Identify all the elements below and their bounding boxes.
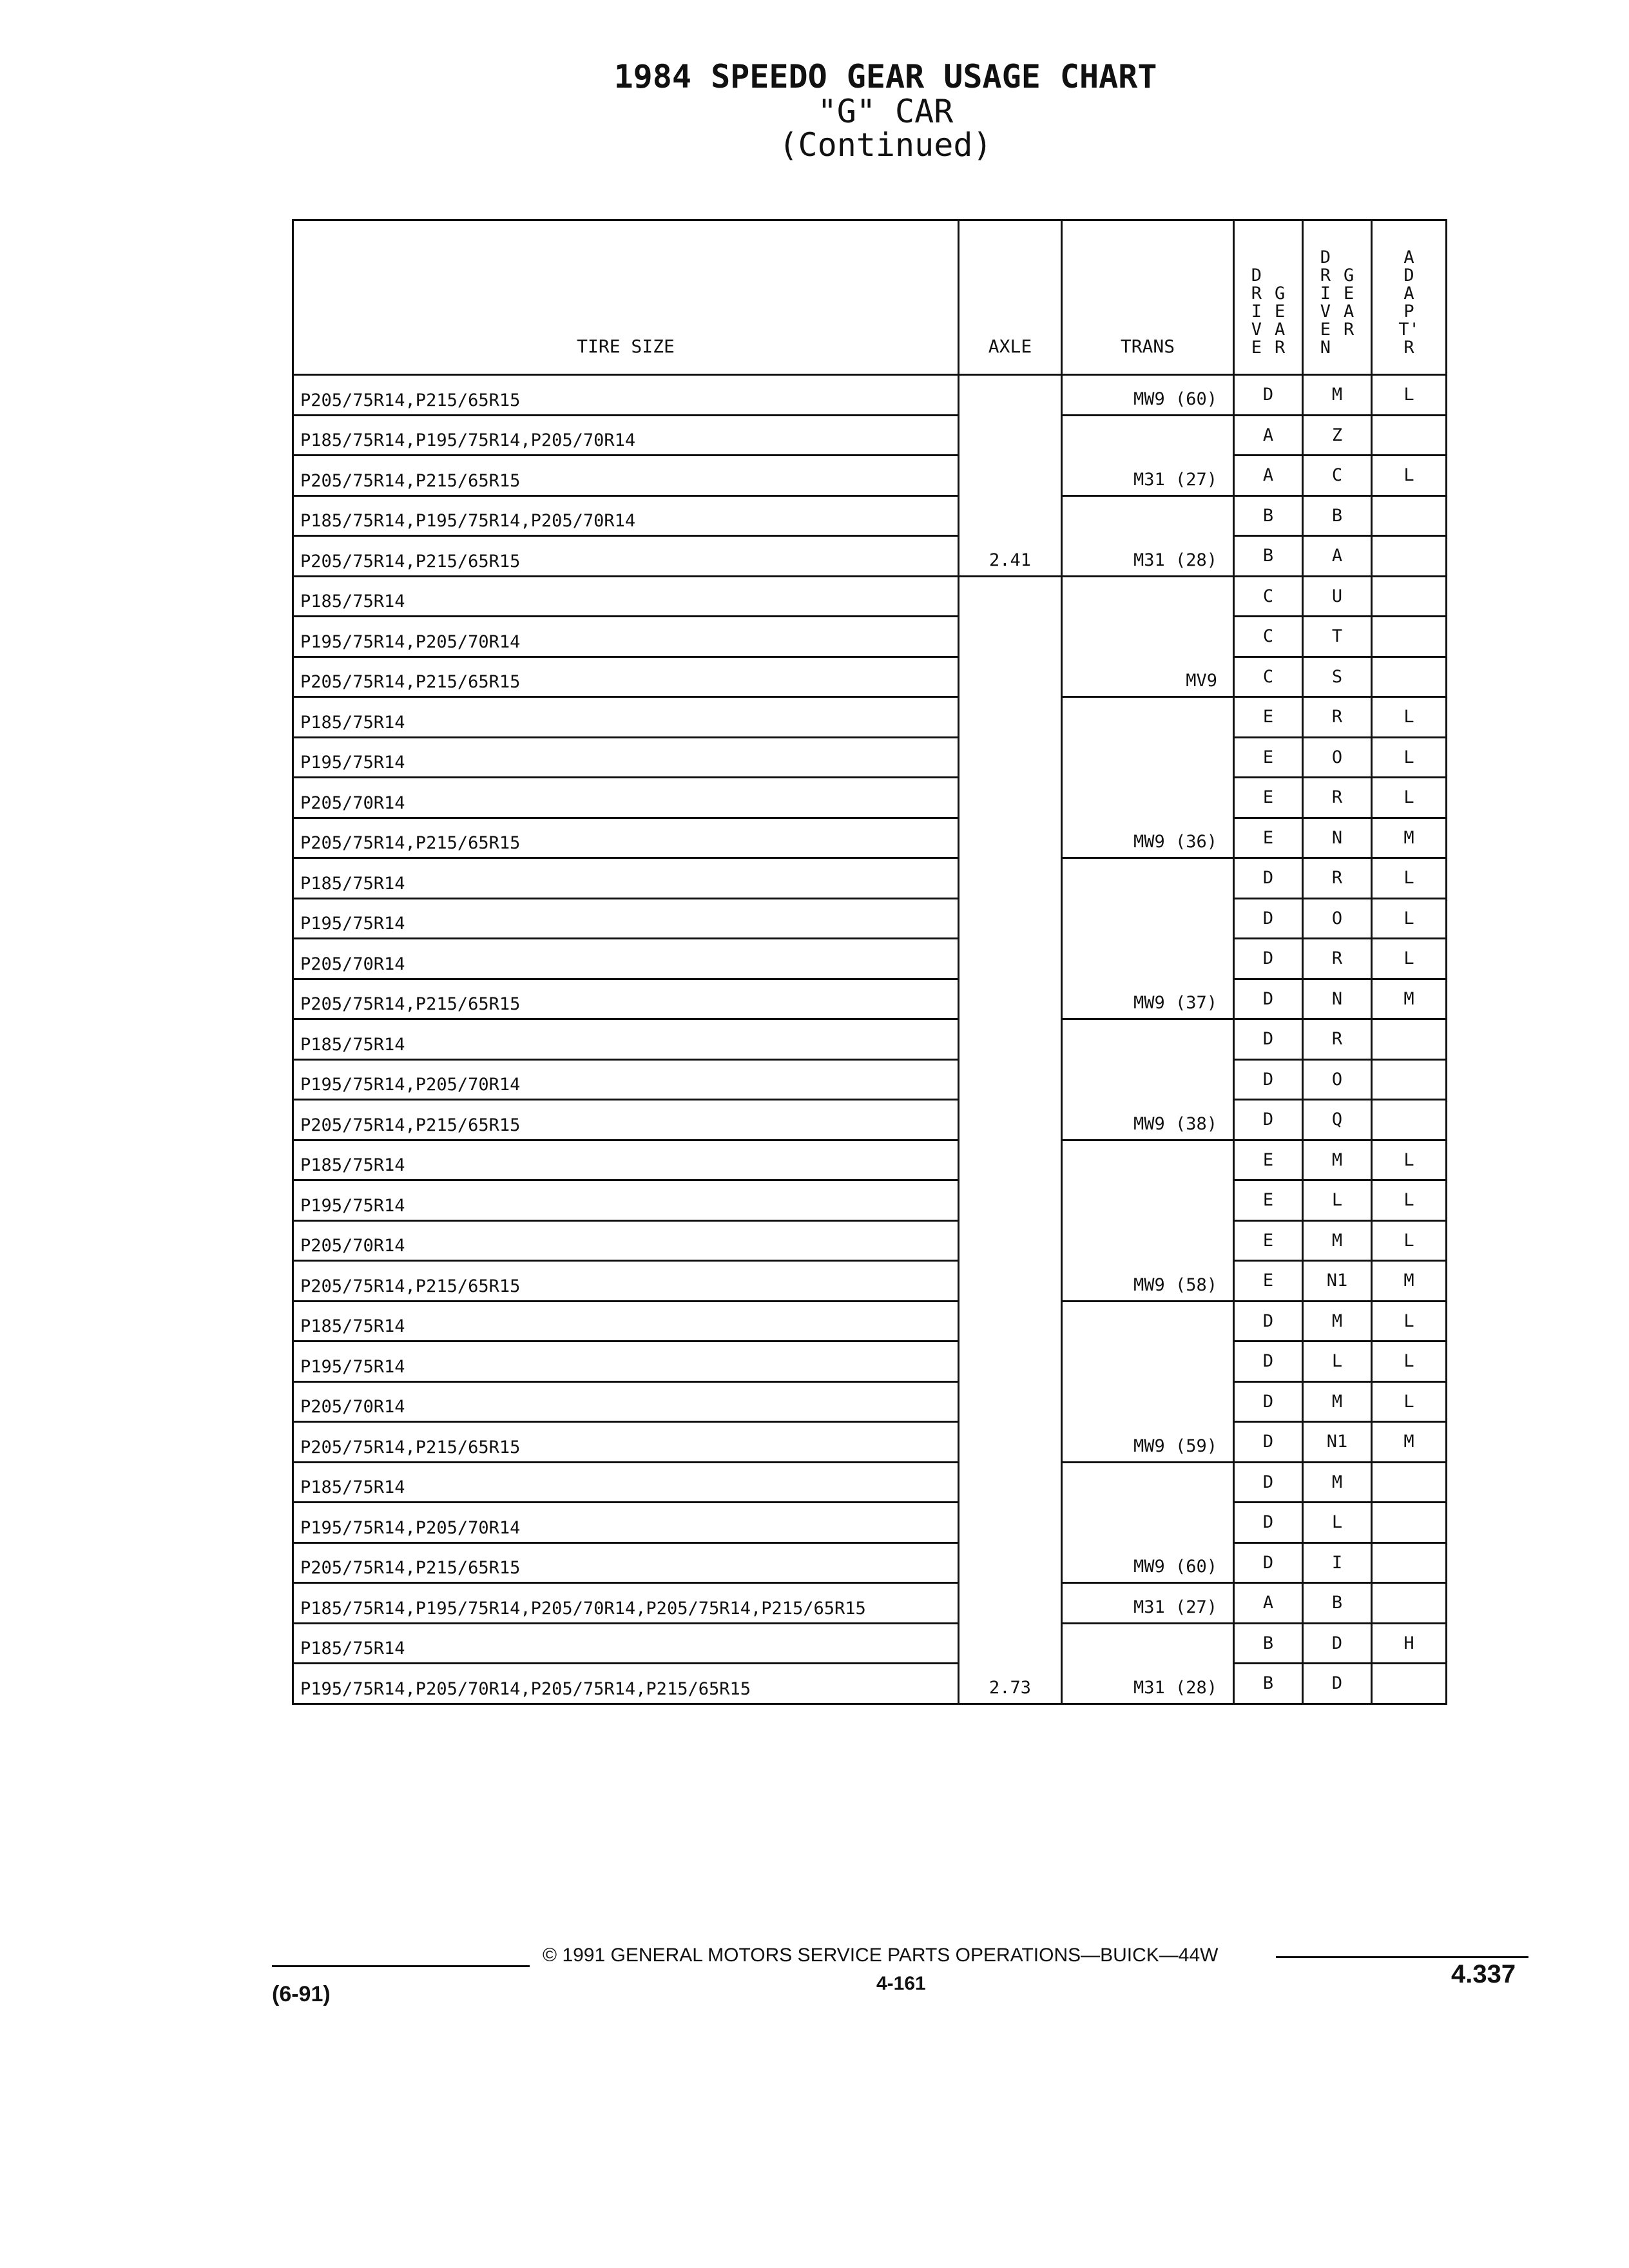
driven-gear-cell: I bbox=[1303, 1542, 1372, 1583]
drive-gear-cell: B bbox=[1234, 536, 1303, 577]
trans-cell bbox=[1062, 1623, 1234, 1664]
drive-gear-cell: D bbox=[1234, 1542, 1303, 1583]
header-row bbox=[293, 220, 1447, 375]
adapter-cell: L bbox=[1372, 375, 1447, 416]
drive-gear-cell: B bbox=[1234, 495, 1303, 536]
tire-size-cell: P195/75R14 bbox=[293, 898, 959, 939]
axle-cell bbox=[959, 576, 1062, 617]
header-drive-gear bbox=[1234, 220, 1303, 375]
driven-gear-cell: T bbox=[1303, 617, 1372, 657]
adapter-cell: L bbox=[1372, 456, 1447, 496]
axle-cell bbox=[959, 1422, 1062, 1463]
table-row bbox=[293, 1180, 1447, 1221]
drive-gear-cell: D bbox=[1234, 1059, 1303, 1100]
trans-cell bbox=[1062, 1220, 1234, 1261]
header-driven-gear bbox=[1303, 220, 1372, 375]
adapter-cell bbox=[1372, 495, 1447, 536]
axle-cell bbox=[959, 657, 1062, 697]
chart-subtitle: "G" CAR bbox=[817, 93, 954, 130]
drive-gear-cell: C bbox=[1234, 617, 1303, 657]
axle-cell bbox=[959, 818, 1062, 858]
axle-cell bbox=[959, 1381, 1062, 1422]
tire-size-cell: P185/75R14 bbox=[293, 1019, 959, 1060]
trans-cell bbox=[1062, 495, 1234, 536]
drive-gear-cell: E bbox=[1234, 1140, 1303, 1180]
tire-size-cell: P195/75R14,P205/70R14,P205/75R14,P215/65R15 bbox=[293, 1664, 959, 1704]
adapter-cell bbox=[1372, 576, 1447, 617]
axle-cell bbox=[959, 456, 1062, 496]
adapter-cell: L bbox=[1372, 939, 1447, 979]
axle-cell bbox=[959, 1261, 1062, 1302]
axle-cell bbox=[959, 415, 1062, 456]
driven-gear-cell: M bbox=[1303, 1140, 1372, 1180]
header-axle: AXLE bbox=[959, 220, 1062, 375]
axle-cell bbox=[959, 1100, 1062, 1140]
trans-cell bbox=[1062, 1301, 1234, 1341]
drive-gear-cell: D bbox=[1234, 898, 1303, 939]
trans-cell: M31 (27) bbox=[1062, 456, 1234, 496]
chart-continued-label: (Continued) bbox=[778, 126, 992, 164]
drive-gear-cell: B bbox=[1234, 1664, 1303, 1704]
table-row bbox=[293, 1220, 1447, 1261]
driven-gear-cell: B bbox=[1303, 1583, 1372, 1624]
driven-gear-cell: C bbox=[1303, 456, 1372, 496]
table-row bbox=[293, 898, 1447, 939]
drive-gear-cell: C bbox=[1234, 576, 1303, 617]
drive-gear-cell: D bbox=[1234, 1462, 1303, 1503]
drive-gear-cell: E bbox=[1234, 1261, 1303, 1302]
trans-cell bbox=[1062, 1180, 1234, 1221]
section-number: 4.337 bbox=[1451, 1960, 1516, 1988]
trans-cell bbox=[1062, 1140, 1234, 1180]
trans-cell bbox=[1062, 1019, 1234, 1060]
driven-gear-cell: R bbox=[1303, 1019, 1372, 1060]
tire-size-cell: P205/75R14,P215/65R15 bbox=[293, 1261, 959, 1302]
tire-size-cell: P185/75R14,P195/75R14,P205/70R14,P205/75R14,P215/65R15 bbox=[293, 1583, 959, 1624]
tire-size-cell: P195/75R14,P205/70R14 bbox=[293, 617, 959, 657]
adapter-cell bbox=[1372, 1462, 1447, 1503]
adapter-cell: L bbox=[1372, 778, 1447, 818]
adapter-cell: L bbox=[1372, 1341, 1447, 1382]
axle-cell bbox=[959, 778, 1062, 818]
trans-cell: M31 (28) bbox=[1062, 536, 1234, 577]
adapter-cell: L bbox=[1372, 1301, 1447, 1341]
header-letter-column: D R I V E N bbox=[1320, 247, 1331, 358]
tire-size-cell: P205/75R14,P215/65R15 bbox=[293, 1542, 959, 1583]
driven-gear-cell: Q bbox=[1303, 1100, 1372, 1140]
drive-gear-cell: A bbox=[1234, 415, 1303, 456]
table-row bbox=[293, 737, 1447, 778]
driven-gear-cell: O bbox=[1303, 737, 1372, 778]
trans-cell: MW9 (38) bbox=[1062, 1100, 1234, 1140]
trans-cell bbox=[1062, 1503, 1234, 1543]
drive-gear-cell: E bbox=[1234, 1180, 1303, 1221]
tire-size-cell: P205/75R14,P215/65R15 bbox=[293, 375, 959, 416]
adapter-cell bbox=[1372, 1542, 1447, 1583]
adapter-cell bbox=[1372, 1503, 1447, 1543]
drive-gear-cell: D bbox=[1234, 1422, 1303, 1463]
adapter-cell: M bbox=[1372, 979, 1447, 1019]
tire-size-cell: P205/75R14,P215/65R15 bbox=[293, 818, 959, 858]
driven-gear-cell: M bbox=[1303, 1301, 1372, 1341]
adapter-cell bbox=[1372, 536, 1447, 577]
trans-cell bbox=[1062, 898, 1234, 939]
driven-gear-cell: L bbox=[1303, 1180, 1372, 1221]
tire-size-cell: P195/75R14 bbox=[293, 1180, 959, 1221]
tire-size-cell: P195/75R14 bbox=[293, 1341, 959, 1382]
axle-cell bbox=[959, 617, 1062, 657]
table-row bbox=[293, 1583, 1447, 1624]
table-row bbox=[293, 1462, 1447, 1503]
header-letter-column: D R I V E bbox=[1251, 265, 1262, 358]
adapter-cell: H bbox=[1372, 1623, 1447, 1664]
driven-gear-cell: O bbox=[1303, 898, 1372, 939]
trans-cell bbox=[1062, 1462, 1234, 1503]
tire-size-cell: P205/70R14 bbox=[293, 778, 959, 818]
tire-size-cell: P185/75R14 bbox=[293, 1623, 959, 1664]
tire-size-cell: P185/75R14,P195/75R14,P205/70R14 bbox=[293, 495, 959, 536]
table-row bbox=[293, 818, 1447, 858]
table-row bbox=[293, 415, 1447, 456]
table-row bbox=[293, 1542, 1447, 1583]
chart-title: 1984 SPEEDO GEAR USAGE CHART bbox=[613, 58, 1157, 95]
table-row bbox=[293, 1261, 1447, 1302]
axle-cell bbox=[959, 898, 1062, 939]
drive-gear-cell: D bbox=[1234, 1381, 1303, 1422]
trans-cell: MW9 (60) bbox=[1062, 375, 1234, 416]
adapter-cell: L bbox=[1372, 1381, 1447, 1422]
trans-cell: M31 (27) bbox=[1062, 1583, 1234, 1624]
axle-cell bbox=[959, 1180, 1062, 1221]
axle-cell bbox=[959, 1220, 1062, 1261]
drive-gear-cell: E bbox=[1234, 818, 1303, 858]
drive-gear-cell: A bbox=[1234, 456, 1303, 496]
trans-cell: MV9 bbox=[1062, 657, 1234, 697]
driven-gear-cell: R bbox=[1303, 697, 1372, 738]
drive-gear-cell: D bbox=[1234, 1341, 1303, 1382]
axle-cell bbox=[959, 1583, 1062, 1624]
tire-size-cell: P205/75R14,P215/65R15 bbox=[293, 456, 959, 496]
driven-gear-cell: R bbox=[1303, 778, 1372, 818]
drive-gear-cell: D bbox=[1234, 1100, 1303, 1140]
tire-size-cell: P205/75R14,P215/65R15 bbox=[293, 657, 959, 697]
drive-gear-cell: E bbox=[1234, 778, 1303, 818]
driven-gear-cell: D bbox=[1303, 1623, 1372, 1664]
driven-gear-cell: N bbox=[1303, 818, 1372, 858]
axle-cell bbox=[959, 979, 1062, 1019]
trans-cell: MW9 (60) bbox=[1062, 1542, 1234, 1583]
drive-gear-cell: D bbox=[1234, 979, 1303, 1019]
drive-gear-cell: C bbox=[1234, 657, 1303, 697]
trans-cell bbox=[1062, 617, 1234, 657]
trans-cell bbox=[1062, 737, 1234, 778]
tire-size-cell: P185/75R14 bbox=[293, 697, 959, 738]
page-number: 4-161 bbox=[876, 1973, 926, 1994]
tire-size-cell: P185/75R14 bbox=[293, 1140, 959, 1180]
table-row bbox=[293, 939, 1447, 979]
tire-size-cell: P205/75R14,P215/65R15 bbox=[293, 979, 959, 1019]
driven-gear-cell: Z bbox=[1303, 415, 1372, 456]
tire-size-cell: P205/70R14 bbox=[293, 1381, 959, 1422]
table-row bbox=[293, 1503, 1447, 1543]
drive-gear-cell: D bbox=[1234, 1301, 1303, 1341]
drive-gear-cell: B bbox=[1234, 1623, 1303, 1664]
axle-cell bbox=[959, 1140, 1062, 1180]
adapter-cell bbox=[1372, 415, 1447, 456]
trans-cell bbox=[1062, 939, 1234, 979]
axle-cell bbox=[959, 1059, 1062, 1100]
table-row bbox=[293, 858, 1447, 899]
driven-gear-cell: N1 bbox=[1303, 1422, 1372, 1463]
trans-cell bbox=[1062, 1059, 1234, 1100]
driven-gear-cell: N1 bbox=[1303, 1261, 1372, 1302]
adapter-cell: L bbox=[1372, 1180, 1447, 1221]
adapter-cell bbox=[1372, 1664, 1447, 1704]
trans-cell bbox=[1062, 576, 1234, 617]
table-row bbox=[293, 375, 1447, 416]
driven-gear-cell: U bbox=[1303, 576, 1372, 617]
trans-cell bbox=[1062, 415, 1234, 456]
axle-cell bbox=[959, 1623, 1062, 1664]
driven-gear-cell: N bbox=[1303, 979, 1372, 1019]
adapter-cell: L bbox=[1372, 858, 1447, 899]
table-row bbox=[293, 979, 1447, 1019]
drive-gear-cell: D bbox=[1234, 939, 1303, 979]
drive-gear-cell: D bbox=[1234, 858, 1303, 899]
trans-cell bbox=[1062, 1341, 1234, 1382]
drive-gear-cell: E bbox=[1234, 737, 1303, 778]
driven-gear-cell: O bbox=[1303, 1059, 1372, 1100]
axle-cell bbox=[959, 697, 1062, 738]
header-adapter bbox=[1372, 220, 1447, 375]
adapter-cell: M bbox=[1372, 818, 1447, 858]
driven-gear-cell: M bbox=[1303, 1462, 1372, 1503]
tire-size-cell: P185/75R14,P195/75R14,P205/70R14 bbox=[293, 415, 959, 456]
table-row bbox=[293, 1341, 1447, 1382]
tire-size-cell: P185/75R14 bbox=[293, 1301, 959, 1341]
table-row bbox=[293, 1019, 1447, 1060]
adapter-cell: M bbox=[1372, 1422, 1447, 1463]
table-row bbox=[293, 1100, 1447, 1140]
header-trans: TRANS bbox=[1062, 220, 1234, 375]
footer-rule-right bbox=[1276, 1956, 1528, 1958]
axle-cell bbox=[959, 1462, 1062, 1503]
table-row bbox=[293, 778, 1447, 818]
tire-size-cell: P205/70R14 bbox=[293, 1220, 959, 1261]
header-letter-column: A D A P T' R bbox=[1398, 247, 1420, 358]
adapter-cell bbox=[1372, 1100, 1447, 1140]
table-row bbox=[293, 1664, 1447, 1704]
axle-cell: 2.41 bbox=[959, 536, 1062, 577]
trans-cell: MW9 (36) bbox=[1062, 818, 1234, 858]
table-row bbox=[293, 1623, 1447, 1664]
adapter-cell: L bbox=[1372, 697, 1447, 738]
adapter-cell: L bbox=[1372, 1220, 1447, 1261]
axle-cell bbox=[959, 858, 1062, 899]
table-row bbox=[293, 1422, 1447, 1463]
driven-gear-cell: M bbox=[1303, 375, 1372, 416]
trans-cell: MW9 (37) bbox=[1062, 979, 1234, 1019]
tire-size-cell: P185/75R14 bbox=[293, 1462, 959, 1503]
tire-size-cell: P195/75R14,P205/70R14 bbox=[293, 1059, 959, 1100]
trans-cell: MW9 (58) bbox=[1062, 1261, 1234, 1302]
driven-gear-cell: L bbox=[1303, 1503, 1372, 1543]
revision-date: (6-91) bbox=[272, 1982, 331, 2006]
driven-gear-cell: M bbox=[1303, 1381, 1372, 1422]
tire-size-cell: P205/75R14,P215/65R15 bbox=[293, 1100, 959, 1140]
trans-cell: MW9 (59) bbox=[1062, 1422, 1234, 1463]
tire-size-cell: P205/75R14,P215/65R15 bbox=[293, 1422, 959, 1463]
adapter-cell bbox=[1372, 1059, 1447, 1100]
header-letter-column: G E A R bbox=[1344, 265, 1354, 340]
trans-cell bbox=[1062, 697, 1234, 738]
driven-gear-cell: M bbox=[1303, 1220, 1372, 1261]
axle-cell bbox=[959, 1341, 1062, 1382]
tire-size-cell: P195/75R14,P205/70R14 bbox=[293, 1503, 959, 1543]
axle-cell bbox=[959, 1301, 1062, 1341]
driven-gear-cell: S bbox=[1303, 657, 1372, 697]
table-row bbox=[293, 495, 1447, 536]
axle-cell bbox=[959, 495, 1062, 536]
axle-cell bbox=[959, 1019, 1062, 1060]
table-row bbox=[293, 576, 1447, 617]
drive-gear-cell: D bbox=[1234, 1019, 1303, 1060]
trans-cell bbox=[1062, 858, 1234, 899]
table-row bbox=[293, 1381, 1447, 1422]
tire-size-cell: P195/75R14 bbox=[293, 737, 959, 778]
speedo-gear-table bbox=[292, 219, 1447, 1705]
adapter-cell bbox=[1372, 1019, 1447, 1060]
trans-cell bbox=[1062, 778, 1234, 818]
footer-rule-left bbox=[272, 1965, 530, 1967]
drive-gear-cell: D bbox=[1234, 1503, 1303, 1543]
trans-cell bbox=[1062, 1381, 1234, 1422]
trans-cell: M31 (28) bbox=[1062, 1664, 1234, 1704]
driven-gear-cell: A bbox=[1303, 536, 1372, 577]
adapter-cell: M bbox=[1372, 1261, 1447, 1302]
driven-gear-cell: L bbox=[1303, 1341, 1372, 1382]
table-row bbox=[293, 697, 1447, 738]
table-row bbox=[293, 1059, 1447, 1100]
axle-cell bbox=[959, 375, 1062, 416]
adapter-cell: L bbox=[1372, 1140, 1447, 1180]
table-row bbox=[293, 1301, 1447, 1341]
header-letter-column: G E A R bbox=[1275, 284, 1286, 358]
driven-gear-cell: R bbox=[1303, 939, 1372, 979]
axle-cell bbox=[959, 939, 1062, 979]
axle-cell bbox=[959, 1503, 1062, 1543]
header-tire-size: TIRE SIZE bbox=[293, 220, 959, 375]
axle-cell bbox=[959, 1542, 1062, 1583]
tire-size-cell: P185/75R14 bbox=[293, 858, 959, 899]
driven-gear-cell: B bbox=[1303, 495, 1372, 536]
driven-gear-cell: R bbox=[1303, 858, 1372, 899]
table-row bbox=[293, 1140, 1447, 1180]
tire-size-cell: P205/75R14,P215/65R15 bbox=[293, 536, 959, 577]
adapter-cell bbox=[1372, 617, 1447, 657]
driven-gear-cell: D bbox=[1303, 1664, 1372, 1704]
axle-cell: 2.73 bbox=[959, 1664, 1062, 1704]
copyright-notice: © 1991 GENERAL MOTORS SERVICE PARTS OPERATIONS—BUICK—44W bbox=[543, 1945, 1219, 1966]
adapter-cell: L bbox=[1372, 898, 1447, 939]
table-row bbox=[293, 657, 1447, 697]
drive-gear-cell: E bbox=[1234, 1220, 1303, 1261]
drive-gear-cell: E bbox=[1234, 697, 1303, 738]
table-row bbox=[293, 456, 1447, 496]
adapter-cell: L bbox=[1372, 737, 1447, 778]
drive-gear-cell: A bbox=[1234, 1583, 1303, 1624]
axle-cell bbox=[959, 737, 1062, 778]
drive-gear-cell: D bbox=[1234, 375, 1303, 416]
table-row bbox=[293, 536, 1447, 577]
table-row bbox=[293, 617, 1447, 657]
tire-size-cell: P185/75R14 bbox=[293, 576, 959, 617]
tire-size-cell: P205/70R14 bbox=[293, 939, 959, 979]
adapter-cell bbox=[1372, 657, 1447, 697]
adapter-cell bbox=[1372, 1583, 1447, 1624]
